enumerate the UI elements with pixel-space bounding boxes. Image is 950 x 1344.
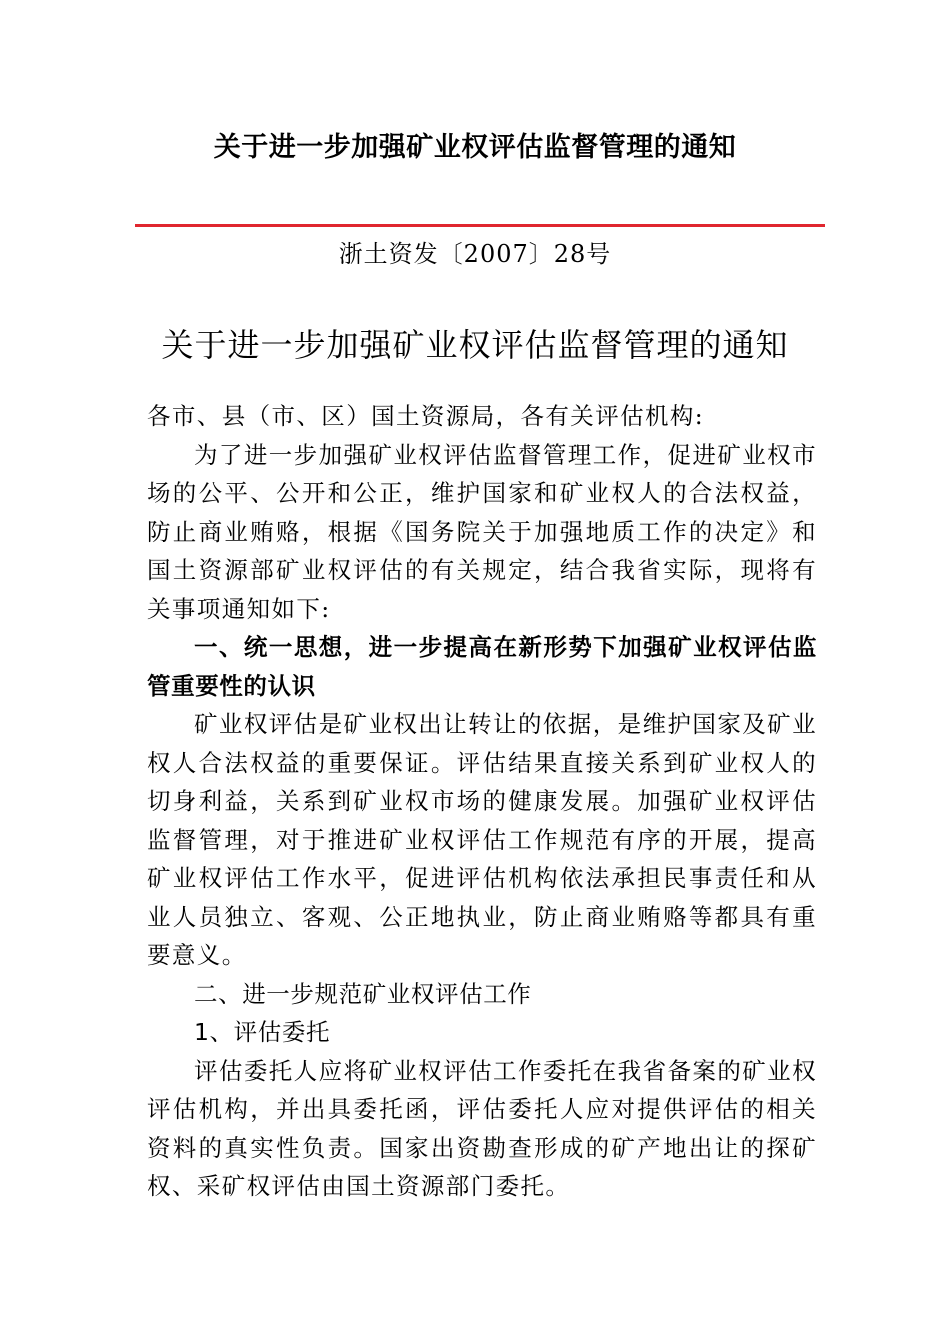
section-2-heading: 二、进一步规范矿业权评估工作 bbox=[194, 979, 532, 1008]
section-1-heading: 一、统一思想，进一步提高在新形势下加强矿业权评估监管重要性的认识 bbox=[147, 633, 817, 700]
document-body bbox=[147, 397, 817, 1206]
red-divider-rule bbox=[135, 224, 825, 227]
item-1-heading: 1、评估委托 bbox=[194, 1018, 331, 1046]
intro-paragraph: 为了进一步加强矿业权评估监督管理工作，促进矿业权市场的公平、公开和公正，维护国家和矿业权人的合法权益，防止商业贿赂，根据《国务院关于加强地质工作的决定》和国土资源部矿业权评估的有关规定，结合我省实际，现将有关事项通知如下: bbox=[147, 440, 817, 623]
document-title: 关于进一步加强矿业权评估监督管理的通知 bbox=[161, 326, 789, 364]
salutation: 各市、县（市、区）国土资源局，各有关评估机构: bbox=[147, 402, 705, 430]
header-title: 关于进一步加强矿业权评估监督管理的通知 bbox=[213, 132, 737, 163]
section-1-paragraph: 矿业权评估是矿业权出让转让的依据，是维护国家及矿业权人合法权益的重要保证。评估结果直接关系到矿业权人的切身利益，关系到矿业权市场的健康发展。加强矿业权评估监督管理，对于推进矿业权评估工作规范有序的开展，提高矿业权评估工作水平，促进评估机构依法承担民事责任和从业人员独立、客观、公正地执业，防止商业贿赂等都具有重要意义。 bbox=[147, 710, 817, 969]
item-1-paragraph: 评估委托人应将矿业权评估工作委托在我省备案的矿业权评估机构，并出具委托函，评估委托人应对提供评估的相关资料的真实性负责。国家出资勘查形成的矿产地出让的探矿权、采矿权评估由国土资源部门委托。 bbox=[147, 1056, 817, 1200]
document-number: 浙土资发〔2007〕28号 bbox=[338, 240, 612, 268]
